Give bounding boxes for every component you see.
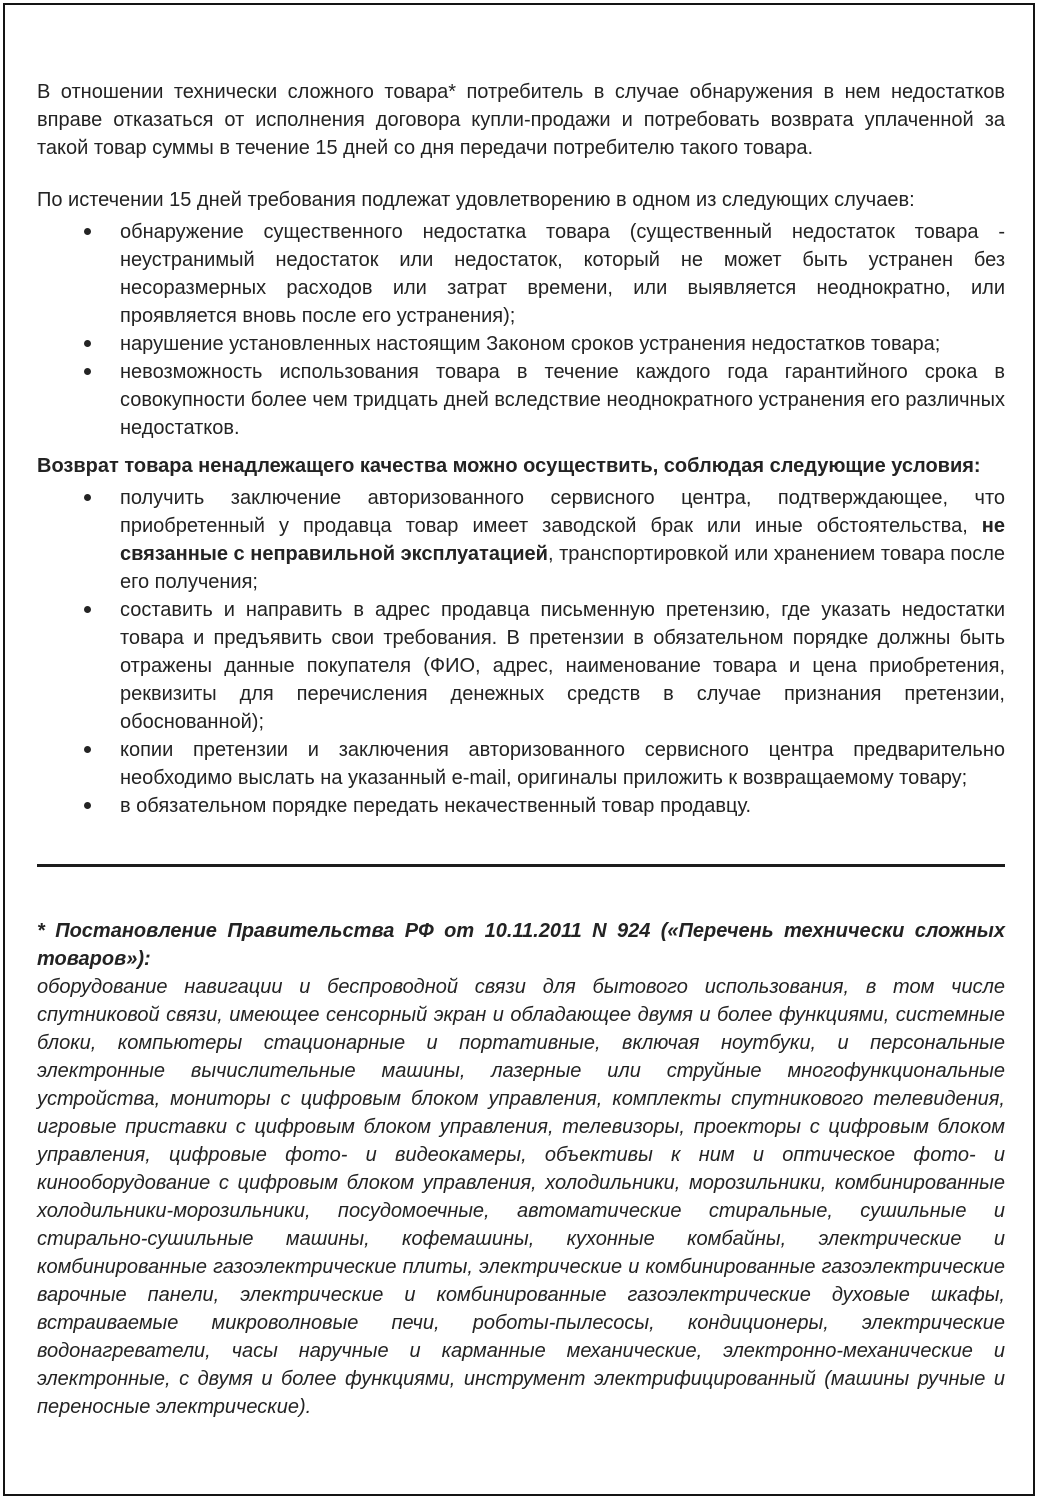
list-item-bold-text: не связанные с неправильной эксплуатацией (120, 515, 1005, 565)
bullet-icon (84, 368, 91, 375)
list-item-text: невозможность использования товара в течение каждого года гарантийного срока в совокупности более чем тридцать дней вследствие неоднократного устранения его различных недостатков. (120, 361, 1005, 439)
footnote-heading: * Постановление Правительства РФ от 10.11.2011 N 924 («Перечень технически сложных товаров»): (37, 920, 1005, 970)
list-item (120, 596, 1005, 736)
bullet-icon (84, 494, 91, 501)
document-body (37, 78, 1005, 1421)
cases-list (37, 218, 1005, 442)
list-item-text: нарушение установленных настоящим Законом сроков устранения недостатков товара; (120, 333, 941, 355)
list-item (120, 358, 1005, 442)
footnote-divider (37, 864, 1005, 867)
conditions-list (37, 484, 1005, 820)
bullet-icon (84, 606, 91, 613)
bullet-icon (84, 340, 91, 347)
bullet-icon (84, 228, 91, 235)
list-item-text-before: получить заключение авторизованного сервисного центра, подтверждающее, что приобретенный у продавца товар имеет заводской брак или иные обстоятельства, (120, 487, 1005, 537)
list-item (120, 330, 1005, 358)
list-item-text: обнаружение существенного недостатка товара (существенный недостаток товара - неустранимый недостаток или недостаток, который не может быть устранен без несоразмерных расходов или затрат времени, или выявляется неоднократно, или проявляется вновь после его устранения); (120, 221, 1005, 327)
list-item (120, 792, 1005, 820)
conditions-section-intro: Возврат товара ненадлежащего качества можно осуществить, соблюдая следующие условия: (37, 455, 981, 477)
list-item-text: в обязательном порядке передать некачественный товар продавцу. (120, 795, 752, 817)
bullet-icon (84, 802, 91, 809)
list-item (120, 484, 1005, 596)
footnote-body: оборудование навигации и беспроводной связи для бытового использования, в том числе спутниковой связи, имеющее сенсорный экран и обладающее двумя и более функциями, системные блоки, компьютеры стационарные и портативные, включая ноутбуки, и персональные электронные вычислительные машины, лазерные или струйные многофункциональные устройства, мониторы с цифровым блоком управления, комплекты спутникового телевидения, игровые приставки с цифровым блоком управления, телевизоры, проекторы с цифровым блоком управления, цифровые фото- и видеокамеры, объективы к ним и оптическое фото- и кинооборудование с цифровым блоком управления, холодильники, морозильники, комбинированные холодильники-морозильники, посудомоечные, автоматические стиральные, сушильные и стирально-сушильные машины, кофемашины, кухонные комбайны, электрические и комбинированные газоэлектрические плиты, электрические и комбинированные газоэлектрические варочные панели, электрические и комбинированные газоэлектрические духовые шкафы, встраиваемые микроволновые печи, роботы-пылесосы, кондиционеры, электрические водонагреватели, часы наручные и карманные механические, электронно-механические и электронные, с двумя и более функциями, инструмент электрифицированный (машины ручные и переносные электрические). (37, 976, 1005, 1418)
list-item-text-after: , транспортировкой или хранением товара после его получения; (120, 543, 1005, 593)
list-item-text: составить и направить в адрес продавца письменную претензию, где указать недостатки товара и предъявить свои требования. В претензии в обязательном порядке должны быть отражены данные покупателя (ФИО, адрес, наименование товара и цена приобретения, реквизиты для перечисления денежных средств в случае признания претензии, обоснованной); (120, 599, 1005, 733)
intro-paragraph: В отношении технически сложного товара* потребитель в случае обнаружения в нем недостатков вправе отказаться от исполнения договора купли-продажи и потребовать возврата уплаченной за такой товар суммы в течение 15 дней со дня передачи потребителю такого товара. (37, 81, 1005, 159)
bullet-icon (84, 746, 91, 753)
list-item-text: копии претензии и заключения авторизованного сервисного центра предварительно необходимо выслать на указанный e-mail, оригиналы приложить к возвращаемому товару; (120, 739, 1005, 789)
list-item (120, 218, 1005, 330)
list-item (120, 736, 1005, 792)
cases-section-intro: По истечении 15 дней требования подлежат удовлетворению в одном из следующих случаев: (37, 189, 915, 211)
